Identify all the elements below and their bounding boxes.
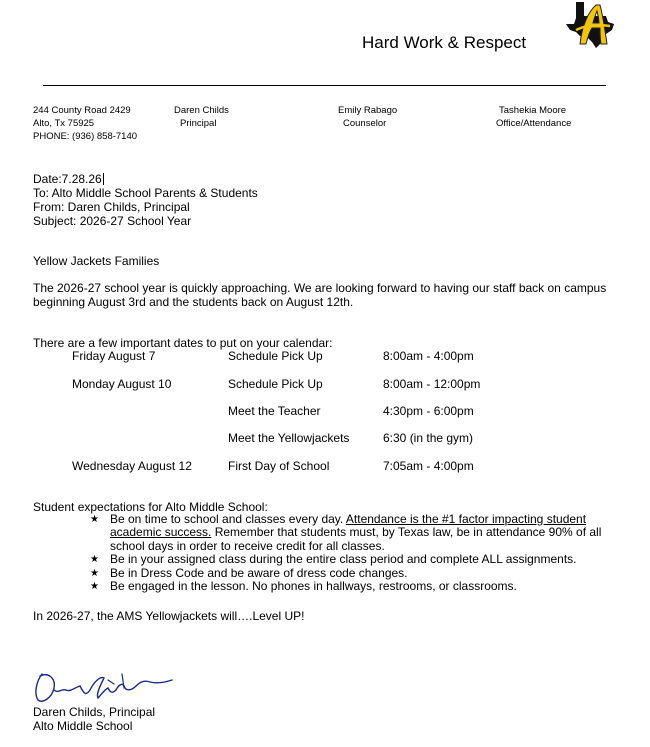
address-phone: PHONE: (936) 858-7140 [33, 131, 138, 142]
calendar-day-1: Friday August 7 [72, 349, 156, 363]
expectations-list [90, 513, 610, 593]
greeting: Yellow Jackets Families [33, 254, 160, 268]
expectations-heading: Student expectations for Alto Middle School: [33, 500, 268, 514]
expectation-1-text: Be on time to school and classes every day. [110, 512, 346, 526]
expectation-item [90, 553, 610, 566]
expectation-item [90, 580, 610, 593]
intro-line-2: beginning August 3rd and the students back on August 12th. [33, 295, 354, 309]
signature-school: Alto Middle School [33, 719, 133, 733]
principal-title: Principal [180, 118, 217, 129]
office-contact [496, 104, 571, 130]
star-icon: ★ [90, 581, 99, 593]
principal-contact [174, 104, 229, 130]
signature-block [33, 705, 155, 733]
counselor-name: Emily Rabago [338, 105, 398, 116]
memo-subject: Subject: 2026-27 School Year [33, 214, 192, 228]
school-address [33, 104, 137, 143]
expectation-item [90, 513, 610, 553]
calendar-time-1: 8:00am - 4:00pm [383, 349, 474, 363]
intro-paragraph [33, 281, 606, 309]
calendar-day-5: Wednesday August 12 [72, 459, 192, 473]
office-name: Tashekia Moore [499, 105, 567, 116]
signature-name: Daren Childs, Principal [33, 705, 156, 719]
star-icon: ★ [90, 567, 99, 579]
star-icon: ★ [90, 514, 99, 525]
calendar-time-4: 6:30 (in the gym) [383, 431, 474, 445]
handwritten-signature [32, 664, 174, 706]
yellowjacket-texas-logo [562, 0, 618, 50]
office-title: Office/Attendance [496, 118, 572, 129]
calendar-day-2: Monday August 10 [72, 377, 172, 391]
expectation-2-text: Be in your assigned class during the entire class period and complete ALL assignments. [110, 552, 577, 567]
calendar-time-2: 8:00am - 12:00pm [383, 377, 481, 391]
expectation-3-text: Be in Dress Code and be aware of dress code changes. [110, 565, 408, 580]
calendar-time-5: 7:05am - 4:00pm [383, 459, 474, 473]
memo-to: To: Alto Middle School Parents & Students [33, 186, 258, 200]
calendar-time-3: 4:30pm - 6:00pm [383, 404, 474, 418]
text-cursor [103, 173, 104, 185]
attendance-emphasis: Attendance is the #1 factor impacting student academic success. [110, 512, 587, 540]
address-city: Alto, Tx 75925 [33, 118, 95, 129]
principal-name: Daren Childs [174, 105, 229, 116]
star-icon: ★ [90, 554, 99, 566]
dates-intro: There are a few important dates to put on your calendar: [33, 336, 333, 350]
calendar-event-1: Schedule Pick Up [228, 349, 323, 363]
memo-from: From: Daren Childs, Principal [33, 200, 190, 214]
counselor-contact [338, 104, 397, 130]
calendar-event-2: Schedule Pick Up [228, 377, 323, 391]
counselor-title: Counselor [343, 118, 387, 129]
memo-date: Date:7.28.26 [33, 172, 102, 186]
memo-header [33, 172, 258, 228]
address-street: 244 County Road 2429 [33, 105, 131, 116]
closing-line: In 2026-27, the AMS Yellowjackets will….Level UP! [33, 609, 305, 623]
intro-line-1: The 2026-27 school year is quickly approaching. We are looking forward to having our staff back on campus [33, 281, 607, 295]
expectation-4-text: Be engaged in the lesson. No phones in hallways, restrooms, or classrooms. [110, 579, 517, 594]
expectation-item [90, 567, 610, 580]
calendar-event-5: First Day of School [228, 459, 330, 473]
header-divider [43, 85, 606, 86]
letterhead-motto: Hard Work & Respect [362, 33, 527, 52]
calendar-event-4: Meet the Yellowjackets [228, 431, 350, 445]
expectation-1-rest: Remember that students must, by Texas law, be in attendance 90% of all school days in order to receive credit for all classes. [110, 525, 602, 553]
calendar-event-3: Meet the Teacher [228, 404, 321, 418]
memo-date-line [33, 172, 258, 186]
